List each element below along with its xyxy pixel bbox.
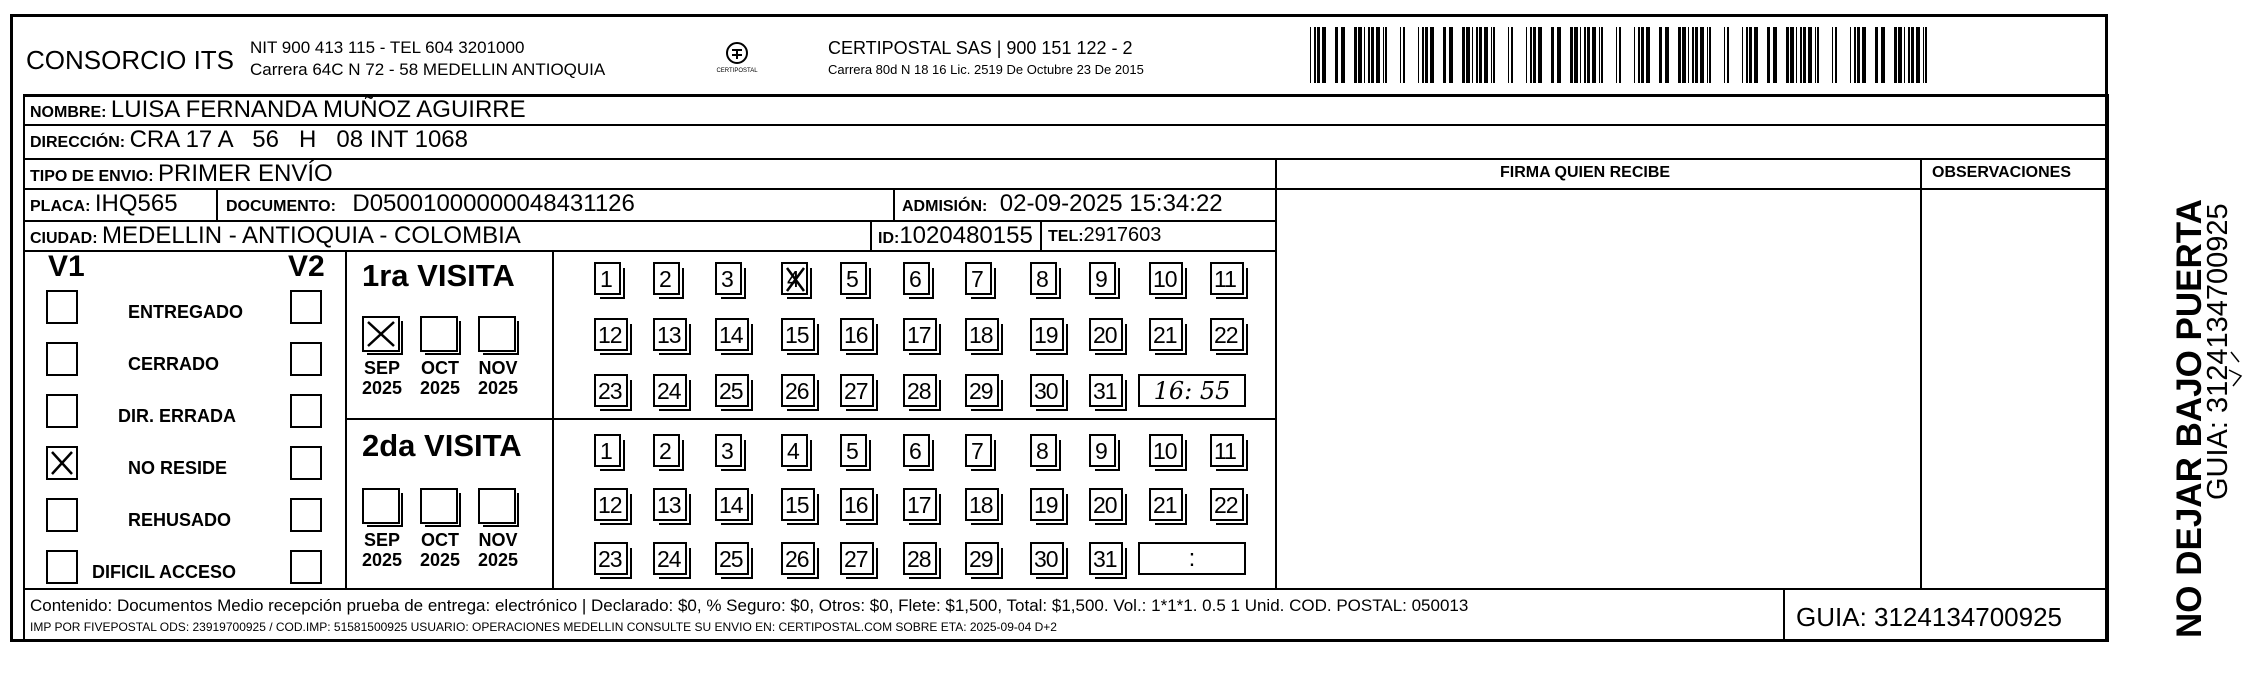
day-number: 14: [719, 322, 743, 348]
day-checkbox[interactable]: [903, 374, 937, 407]
day-number: 13: [657, 322, 681, 348]
day-number: 30: [1034, 546, 1058, 572]
day-checkbox[interactable]: [965, 488, 999, 521]
day-number: 14: [719, 492, 743, 518]
day-number: 30: [1034, 378, 1058, 404]
day-checkbox[interactable]: [594, 434, 621, 467]
day-checkbox[interactable]: [965, 374, 999, 407]
day-checkbox[interactable]: [781, 374, 815, 407]
month-label: [468, 530, 528, 570]
v2-checkbox[interactable]: [290, 550, 322, 584]
company-name: CERTIPOSTAL SAS | 900 151 122 - 2: [828, 38, 1133, 58]
month-label: [410, 530, 470, 570]
month-year: 2025: [419, 378, 461, 398]
tel-cell: [1048, 224, 1161, 247]
day-number: 5: [846, 266, 859, 292]
day-number: 21: [1153, 492, 1177, 518]
name-row: [30, 96, 526, 124]
day-number: 26: [785, 378, 809, 404]
day-checkbox[interactable]: [840, 488, 874, 521]
status-label: DIR. ERRADA: [118, 406, 237, 426]
day-checkbox[interactable]: [840, 374, 874, 407]
name-label: NOMBRE:: [30, 104, 107, 121]
month-label: [410, 358, 470, 398]
recipient-name: LUISA FERNANDA MUÑOZ AGUIRRE: [110, 96, 526, 123]
company-address: Carrera 80d N 18 16 Lic. 2519 De Octubre 23 De 2015: [828, 62, 1144, 77]
day-checkbox[interactable]: [1149, 318, 1183, 351]
v2-checkbox[interactable]: [290, 498, 322, 532]
side-guia: GUIA: 3124134700925: [2202, 203, 2234, 500]
id-label: ID:: [878, 230, 900, 247]
v1-checkbox[interactable]: [46, 498, 78, 532]
day-checkbox[interactable]: [781, 488, 815, 521]
id-value: 1020480155: [899, 222, 1033, 249]
v2-checkbox[interactable]: [290, 394, 322, 428]
day-number: 24: [657, 546, 681, 572]
day-checkbox[interactable]: [653, 434, 680, 467]
day-number: 6: [909, 266, 922, 292]
check-mark-icon: [783, 264, 808, 295]
day-checkbox[interactable]: [653, 262, 680, 295]
day-checkbox[interactable]: [781, 318, 815, 351]
admission-label: ADMISIÓN:: [902, 198, 988, 215]
day-number: 5: [846, 438, 859, 464]
day-number: 9: [1095, 438, 1108, 464]
day-number: 2: [659, 438, 672, 464]
month-checkbox[interactable]: [420, 316, 458, 352]
day-checkbox[interactable]: [1149, 488, 1183, 521]
day-checkbox[interactable]: [594, 488, 628, 521]
day-checkbox[interactable]: [715, 318, 749, 351]
second-visit-title: 2da VISITA: [362, 428, 522, 463]
month-checkbox[interactable]: [478, 488, 516, 524]
v1-checkbox[interactable]: [46, 290, 78, 324]
month-year: 2025: [361, 550, 403, 570]
address-label: DIRECCIÓN:: [30, 134, 126, 151]
month-label: [468, 358, 528, 398]
day-checkbox[interactable]: [653, 374, 687, 407]
status-label: DIFICIL ACCESO: [92, 562, 237, 582]
day-checkbox[interactable]: [1089, 434, 1116, 467]
day-checkbox[interactable]: [1089, 488, 1123, 521]
day-checkbox[interactable]: [653, 488, 687, 521]
day-number: 3: [721, 438, 734, 464]
v2-header: V2: [288, 250, 325, 283]
v1-checkbox[interactable]: [46, 342, 78, 376]
day-checkbox[interactable]: [965, 262, 992, 295]
day-number: 24: [657, 378, 681, 404]
day-number: 28: [907, 378, 931, 404]
plate-cell: [30, 190, 178, 218]
day-checkbox[interactable]: [1210, 262, 1244, 295]
status-label: REHUSADO: [128, 510, 232, 530]
time-field[interactable]: 16: 55: [1138, 374, 1246, 407]
day-checkbox[interactable]: [653, 542, 687, 575]
day-number: 11: [1214, 438, 1236, 464]
day-number: 17: [907, 492, 931, 518]
time-field[interactable]: :: [1138, 542, 1246, 575]
check-mark-icon: [364, 318, 398, 350]
day-number: 22: [1214, 492, 1238, 518]
day-number: 16: [844, 492, 868, 518]
day-checkbox[interactable]: [594, 374, 628, 407]
month-checkbox[interactable]: [362, 488, 400, 524]
day-checkbox[interactable]: [840, 262, 867, 295]
month-checkbox[interactable]: [420, 488, 458, 524]
day-checkbox[interactable]: [715, 262, 742, 295]
day-checkbox[interactable]: [1210, 318, 1244, 351]
status-label: NO RESIDE: [128, 458, 228, 478]
day-number: 29: [969, 378, 993, 404]
type-label: TIPO DE ENVIO:: [30, 168, 154, 185]
day-checkbox[interactable]: [1210, 434, 1244, 467]
day-number: 13: [657, 492, 681, 518]
day-number: 15: [785, 492, 809, 518]
side-warning: NO DEJAR BAJO PUERTA: [2170, 199, 2209, 638]
city-label: CIUDAD:: [30, 230, 98, 247]
margin-mark: [2225, 350, 2245, 390]
day-number: 28: [907, 546, 931, 572]
plate-label: PLACA:: [30, 198, 91, 215]
day-checkbox[interactable]: [715, 374, 749, 407]
month-name: SEP: [363, 530, 401, 550]
printing-line: IMP POR FIVEPOSTAL ODS: 23919700925 / COD.IMP: 51581500925 USUARIO: OPERACIONES MEDELLIN CONSULTE SU ENVIO EN: CERTIPOSTAL.COM SOBRE ETA: 2025-09-04 D+2: [30, 620, 1057, 634]
day-number: 4: [787, 438, 800, 464]
sender-address: Carrera 64C N 72 - 58 MEDELLIN ANTIOQUIA: [250, 60, 606, 79]
day-number: 1: [600, 266, 613, 292]
month-year: 2025: [477, 378, 519, 398]
logo-text: CERTIPOSTAL: [716, 68, 758, 74]
day-number: 7: [971, 266, 984, 292]
day-checkbox[interactable]: [715, 542, 749, 575]
day-number: 29: [969, 546, 993, 572]
day-number: 1: [600, 438, 613, 464]
day-checkbox[interactable]: [840, 434, 867, 467]
day-number: 25: [719, 546, 743, 572]
day-number: 19: [1034, 322, 1058, 348]
tel-value: 2917603: [1083, 224, 1162, 246]
footer-guia: GUIA: 3124134700925: [1796, 602, 2062, 632]
admission-cell: [902, 190, 1223, 218]
day-number: 23: [598, 378, 622, 404]
city-cell: [30, 222, 521, 250]
day-number: 8: [1036, 266, 1049, 292]
day-number: 18: [969, 492, 993, 518]
sender-name: CONSORCIO ITS: [26, 45, 235, 75]
month-name: NOV: [478, 358, 518, 378]
day-checkbox[interactable]: [653, 318, 687, 351]
day-checkbox[interactable]: [903, 318, 937, 351]
first-visit-title: 1ra VISITA: [362, 258, 515, 293]
day-checkbox[interactable]: [781, 262, 808, 295]
day-checkbox[interactable]: [1089, 374, 1123, 407]
document-label: DOCUMENTO:: [226, 198, 336, 215]
day-number: 19: [1034, 492, 1058, 518]
city-value: MEDELLIN - ANTIOQUIA - COLOMBIA: [102, 222, 521, 249]
day-checkbox[interactable]: [903, 488, 937, 521]
day-checkbox[interactable]: [1210, 488, 1244, 521]
day-number: 27: [844, 378, 868, 404]
day-checkbox[interactable]: [840, 318, 874, 351]
day-number: 12: [598, 492, 622, 518]
day-number: 12: [598, 322, 622, 348]
day-checkbox[interactable]: [1030, 542, 1064, 575]
day-checkbox[interactable]: [1030, 262, 1057, 295]
day-number: 2: [659, 266, 672, 292]
v1-checkbox[interactable]: [46, 394, 78, 428]
day-checkbox[interactable]: [1089, 318, 1123, 351]
day-number: 20: [1093, 322, 1117, 348]
day-number: 17: [907, 322, 931, 348]
recipient-address: CRA 17 A 56 H 08 INT 1068: [129, 126, 468, 153]
day-checkbox[interactable]: [903, 262, 930, 295]
address-row: [30, 126, 468, 154]
day-checkbox[interactable]: [1149, 262, 1183, 295]
day-number: 25: [719, 378, 743, 404]
day-number: 23: [598, 546, 622, 572]
day-checkbox[interactable]: [1030, 318, 1064, 351]
day-checkbox[interactable]: [715, 434, 742, 467]
day-checkbox[interactable]: [1030, 488, 1064, 521]
day-number: 20: [1093, 492, 1117, 518]
day-checkbox[interactable]: [965, 542, 999, 575]
document-cell: [226, 190, 635, 218]
day-number: 10: [1153, 266, 1177, 292]
day-number: 11: [1214, 266, 1236, 292]
day-number: 3: [721, 266, 734, 292]
day-number: 8: [1036, 438, 1049, 464]
day-number: 27: [844, 546, 868, 572]
day-number: 10: [1153, 438, 1177, 464]
day-checkbox[interactable]: [781, 434, 808, 467]
day-checkbox[interactable]: [1030, 434, 1057, 467]
sender-nit: NIT 900 413 115 - TEL 604 3201000: [250, 38, 525, 57]
shipment-type: PRIMER ENVÍO: [158, 160, 333, 187]
month-year: 2025: [361, 378, 403, 398]
v1-header: V1: [48, 250, 85, 283]
day-checkbox[interactable]: [903, 542, 937, 575]
day-number: 7: [971, 438, 984, 464]
day-number: 21: [1153, 322, 1177, 348]
day-number: 18: [969, 322, 993, 348]
month-checkbox[interactable]: [478, 316, 516, 352]
day-checkbox[interactable]: [1030, 374, 1064, 407]
contents-line: Contenido: Documentos Medio recepción prueba de entrega: electrónico | Declarado: $0, % Seguro: $0, Otros: $0, Flete: $1,500, Total: $1,500. Vol.: 1*1*1. 0.5 1 Unid. COD. POSTAL: 050013: [30, 596, 1469, 615]
month-label: [352, 530, 412, 570]
day-number: 22: [1214, 322, 1238, 348]
day-checkbox[interactable]: [965, 434, 992, 467]
month-checkbox[interactable]: [362, 316, 400, 352]
v1-checkbox[interactable]: [46, 550, 78, 584]
day-number: 26: [785, 546, 809, 572]
day-checkbox[interactable]: [840, 542, 874, 575]
plate-value: IHQ565: [94, 190, 178, 217]
day-checkbox[interactable]: [965, 318, 999, 351]
signature-header: FIRMA QUIEN RECIBE: [1500, 164, 1671, 181]
day-checkbox[interactable]: [781, 542, 815, 575]
month-name: NOV: [478, 530, 518, 550]
day-checkbox[interactable]: [1089, 542, 1123, 575]
day-number: 31: [1093, 546, 1117, 572]
day-number: 16: [844, 322, 868, 348]
day-number: 4: [787, 266, 800, 292]
day-checkbox[interactable]: [594, 318, 628, 351]
day-checkbox[interactable]: [1149, 434, 1183, 467]
month-name: OCT: [421, 530, 459, 550]
document-value: D05001000000048431126: [352, 190, 635, 217]
month-year: 2025: [419, 550, 461, 570]
day-checkbox[interactable]: [715, 488, 749, 521]
day-number: 31: [1093, 378, 1117, 404]
day-checkbox[interactable]: [903, 434, 930, 467]
tel-label: TEL:: [1048, 228, 1084, 245]
check-mark-icon: [48, 448, 76, 478]
status-label: CERRADO: [128, 354, 220, 374]
month-name: SEP: [363, 358, 401, 378]
month-year: 2025: [477, 550, 519, 570]
observations-header: OBSERVACIONES: [1932, 164, 2071, 181]
day-number: 15: [785, 322, 809, 348]
day-number: 9: [1095, 266, 1108, 292]
v2-checkbox[interactable]: [290, 342, 322, 376]
day-checkbox[interactable]: [594, 262, 621, 295]
day-checkbox[interactable]: [1089, 262, 1116, 295]
day-number: 6: [909, 438, 922, 464]
v2-checkbox[interactable]: [290, 446, 322, 480]
month-name: OCT: [421, 358, 459, 378]
type-row: [30, 160, 333, 188]
status-label: ENTREGADO: [128, 302, 244, 322]
id-cell: [878, 222, 1033, 250]
v1-checkbox[interactable]: [46, 446, 78, 480]
month-label: [352, 358, 412, 398]
day-checkbox[interactable]: [594, 542, 628, 575]
v2-checkbox[interactable]: [290, 290, 322, 324]
admission-value: 02-09-2025 15:34:22: [999, 190, 1223, 217]
